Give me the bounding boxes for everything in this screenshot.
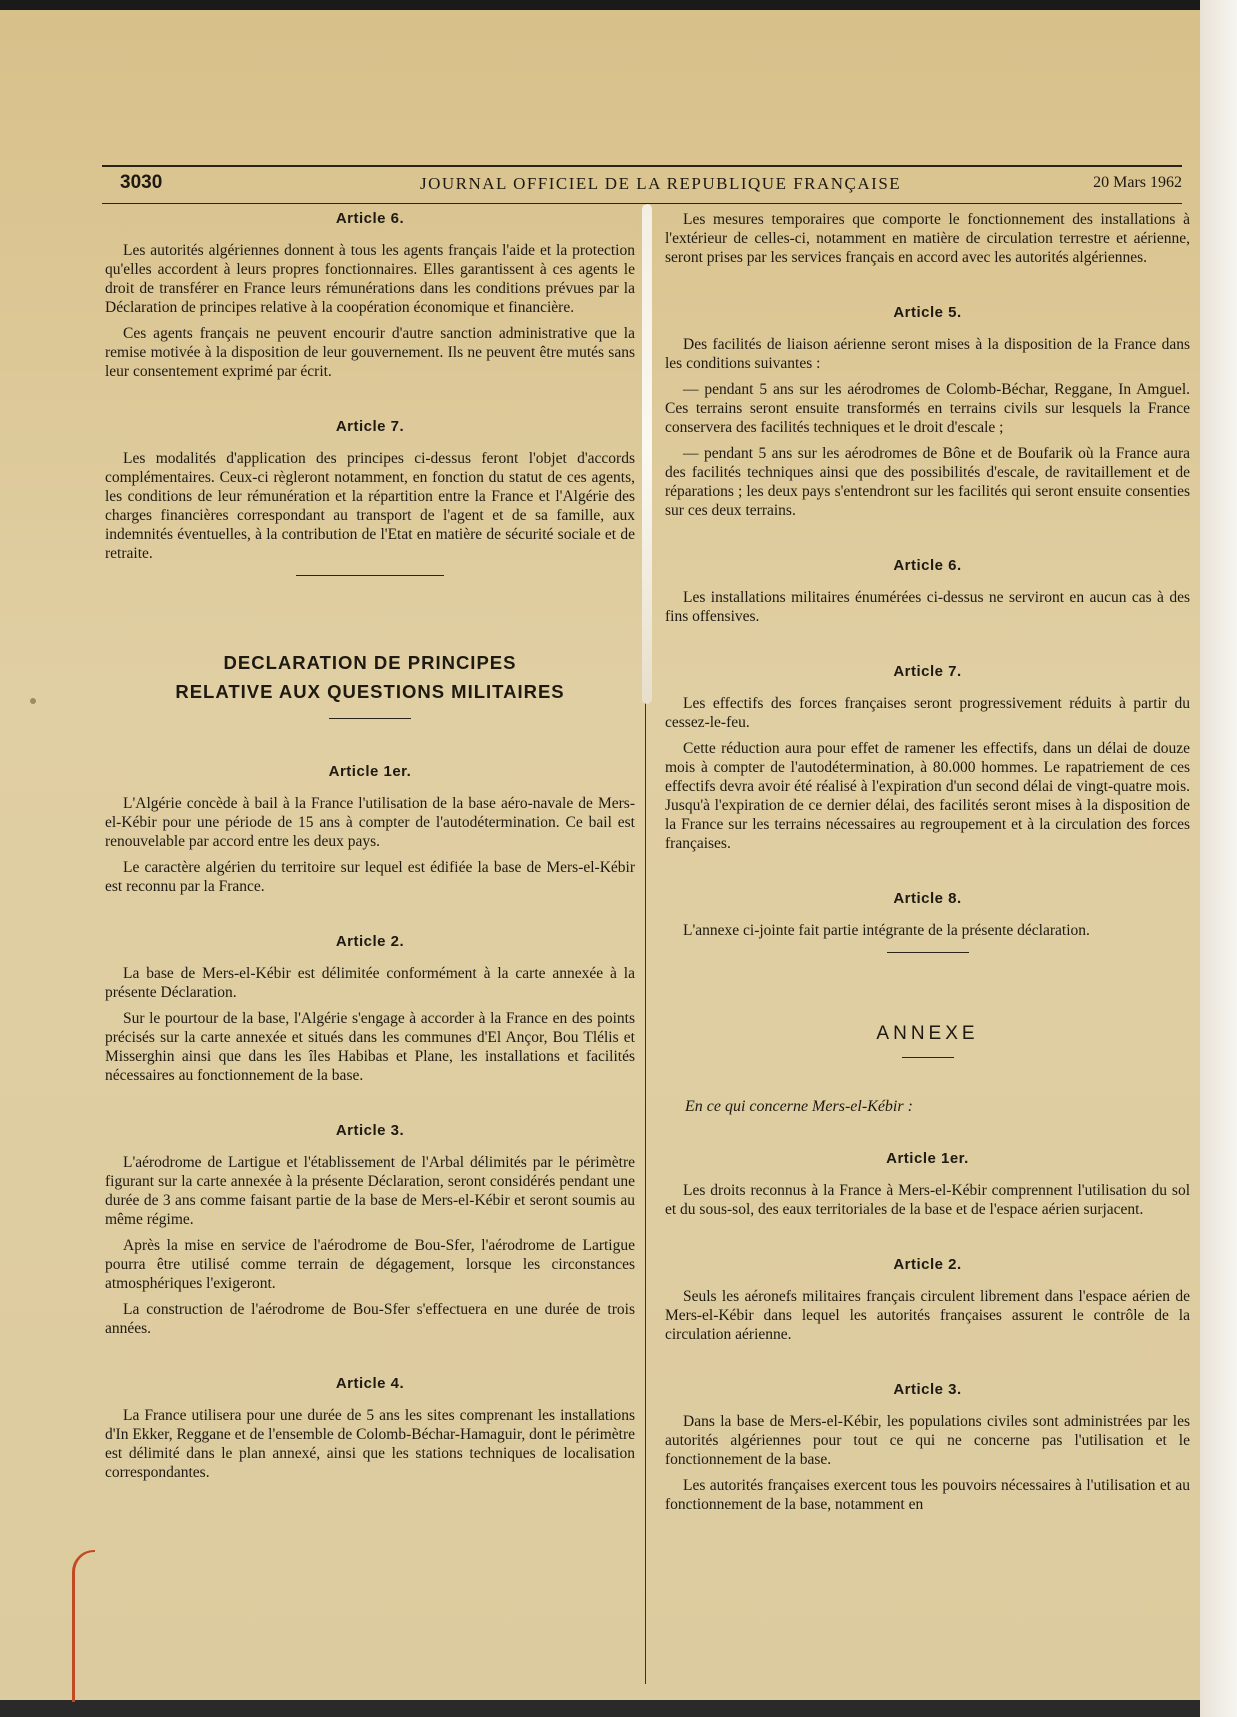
paragraph: Des facilités de liaison aérienne seront mises à la disposition de la France dans les conditions suivantes : (665, 336, 1190, 372)
paragraph: — pendant 5 ans sur les aérodromes de Bône et de Boufarik où la France aura des facilités techniques ainsi que des possibilités d'escale, de ravitaillement et de réparations ; les deux pays s'entendront sur les facilités qui seront ensuite consenties sur ces deux terrains. (665, 445, 1190, 519)
issue-date: 20 Mars 1962 (1093, 174, 1182, 191)
scan-right-edge (1200, 0, 1237, 1717)
paragraph: Le caractère algérien du territoire sur lequel est édifiée la base de Mers-el-Kébir est reconnu par la France. (105, 859, 635, 895)
page-number: 3030 (120, 172, 163, 193)
article-title: Article 6. (893, 557, 962, 574)
paragraph: L'aérodrome de Lartigue et l'établissement de l'Arbal délimités par le périmètre figurant sur la carte annexée à la présente Déclaration, seront considérés pendant une durée de 3 ans comme faisant partie de la base de Mers-el-Kébir et seront soumis au même régime. (105, 1154, 635, 1228)
article-title: Article 7. (893, 663, 962, 680)
article-title: Article 6. (335, 210, 405, 227)
right-column (665, 210, 1190, 1521)
declaration-title-line2: RELATIVE AUX QUESTIONS MILITAIRES (175, 681, 565, 702)
paper-tear (642, 204, 652, 704)
paragraph: Ces agents français ne peuvent encourir d'autre sanction administrative que la remise motivée à la disposition de leur gouvernement. Ils ne peuvent être mutés sans leur consentement exprimé par écrit. (105, 325, 635, 380)
page-header (102, 172, 1182, 200)
paragraph: Les autorités françaises exercent tous les pouvoirs nécessaires à l'utilisation et au fonctionnement de la base, notamment en (665, 1477, 1190, 1513)
scan-top-edge (0, 0, 1237, 10)
paragraph: Sur le pourtour de la base, l'Algérie s'engage à accorder à la France en des points précisés sur la carte annexée et situés dans les communes d'El Ançor, Bou Tlélis et Misserghin ainsi que dans les îles Habibas et Plane, les installations et facilités nécessaires au fonctionnement de la base. (105, 1010, 635, 1084)
paragraph: Cette réduction aura pour effet de ramener les effectifs, dans un délai de douze mois à compter de l'autodétermination, à 80.000 hommes. Le rapatriement de ces effectifs devra avoir été réalisé à l'expiration d'un second délai de vingt-quatre mois. Jusqu'à l'expiration de ce dernier délai, des facilités seront mises à la disposition de la France sur les terrains nécessaires au regroupement et à la circulation des forces françaises. (665, 740, 1190, 852)
paragraph: Les effectifs des forces françaises seront progressivement réduits à partir du cessez-le-feu. (665, 695, 1190, 731)
header-rule-top (102, 165, 1182, 167)
margin-dot (30, 698, 36, 704)
article-title: Article 8. (893, 890, 962, 907)
paragraph: — pendant 5 ans sur les aérodromes de Colomb-Béchar, Reggane, In Amguel. Ces terrains seront ensuite transformés en terrains civils sur lesquels la France conservera des facilités techniques et le droit d'escale ; (665, 381, 1190, 436)
article-title: Article 7. (335, 418, 405, 435)
paragraph: L'Algérie concède à bail à la France l'utilisation de la base aéro-navale de Mers-el-Kébir pour une période de 15 ans à compter de l'autodétermination. Ce bail est renouvelable par accord entre les deux pays. (105, 795, 635, 850)
article-title: Article 1er. (886, 1150, 969, 1167)
article-title: Article 3. (893, 1381, 962, 1398)
article-title: Article 2. (893, 1256, 962, 1273)
paragraph: La France utilisera pour une durée de 5 ans les sites comprenant les installations d'In Ekker, Reggane et de l'ensemble de Colomb-Béchar-Hamaguir, dont le périmètre est délimité dans le plan annexé, ainsi que les stations techniques de localisation correspondantes. (105, 1407, 635, 1481)
paragraph: Après la mise en service de l'aérodrome de Bou-Sfer, l'aérodrome de Lartigue pourra être utilisé comme terrain de dégagement, lorsque les circonstances atmosphériques l'exigeront. (105, 1237, 635, 1292)
paragraph: Les autorités algériennes donnent à tous les agents français l'aide et la protection qu'elles accordent à leurs propres fonctionnaires. Elles garantissent à ces agents le droit de transférer en France leurs rémunérations dans les conditions prévues par la Déclaration de principes relative à la coopération économique et financière. (105, 242, 635, 316)
journal-page (0, 10, 1200, 1700)
paragraph: La base de Mers-el-Kébir est délimitée conformément à la carte annexée à la présente Déclaration. (105, 965, 635, 1001)
article-title: Article 2. (335, 933, 405, 950)
article-title: Article 3. (335, 1122, 405, 1139)
article-title: Article 1er. (328, 763, 412, 780)
header-rule-bottom (102, 203, 1182, 204)
paragraph: Les installations militaires énumérées ci-dessus ne serviront en aucun cas à des fins offensives. (665, 589, 1190, 625)
pencil-margin-mark (72, 1550, 95, 1702)
annexe-title: ANNEXE (876, 1023, 979, 1044)
paragraph: Seuls les aéronefs militaires français circulent librement dans l'espace aérien de Mers-el-Kébir dans lequel les autorités françaises assurent le contrôle de la circulation aérienne. (665, 1288, 1190, 1343)
paragraph: L'annexe ci-jointe fait partie intégrante de la présente déclaration. (683, 922, 1090, 939)
paragraph: La construction de l'aérodrome de Bou-Sfer s'effectuera en une durée de trois années. (105, 1301, 635, 1337)
declaration-title-line1: DECLARATION DE PRINCIPES (223, 652, 517, 673)
paragraph: Les modalités d'application des principes ci-dessus feront l'objet d'accords complémentaires. Ceux-ci règleront notamment, en fonction du statut de ces agents, les conditions de leur rémunération et la répartition entre la France et l'Algérie des charges financières correspondant au transport de l'agent et de sa famille, aux indemnités éventuelles, à la contribution de l'Etat en matière de sécurité sociale et de retraite. (105, 450, 635, 562)
journal-title: JOURNAL OFFICIEL DE LA REPUBLIQUE FRANÇAISE (420, 174, 902, 193)
paragraph: Dans la base de Mers-el-Kébir, les populations civiles sont administrées par les autorités algériennes pour tout ce qui ne concerne pas l'utilisation et le fonctionnement de la base. (665, 1413, 1190, 1468)
annexe-subtitle: En ce qui concerne Mers-el-Kébir : (685, 1098, 913, 1115)
article-title: Article 4. (335, 1375, 405, 1392)
paragraph: Les droits reconnus à la France à Mers-el-Kébir comprennent l'utilisation du sol et du sous-sol, des eaux territoriales de la base et de l'espace aérien surjacent. (665, 1182, 1190, 1218)
paragraph: Les mesures temporaires que comporte le fonctionnement des installations à l'extérieur de celles-ci, notamment en matière de circulation terrestre et aérienne, seront prises par les services français en accord avec les autorités algériennes. (665, 211, 1190, 266)
article-title: Article 5. (893, 304, 962, 321)
left-column (105, 210, 635, 1489)
